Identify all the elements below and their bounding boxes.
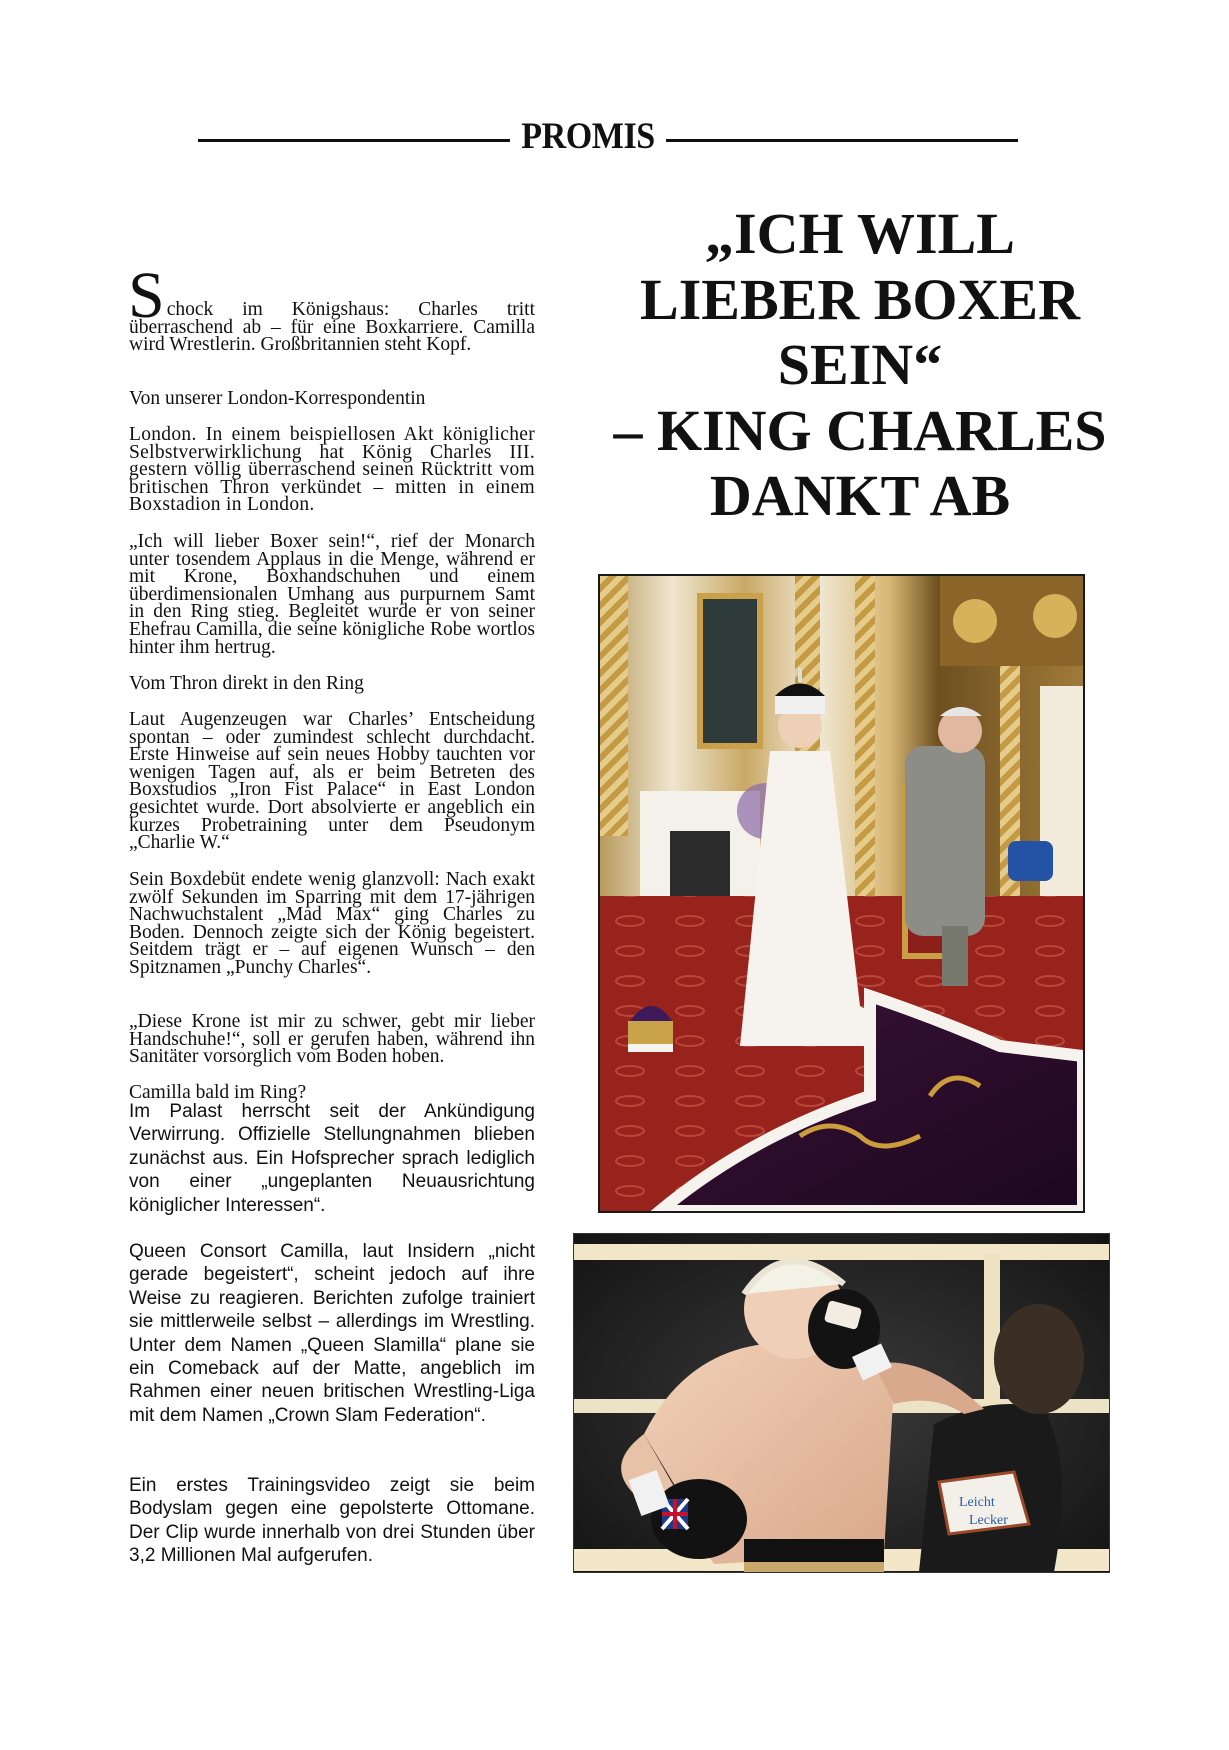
subhead-camilla: Camilla bald im Ring? xyxy=(129,1082,307,1103)
lead-text: chock im Königshaus: Charles tritt überraschend ab – für eine Boxkarriere. Camilla wird Wrestlerin. Großbritannien steht Kopf. xyxy=(129,299,535,356)
paragraph-8: Ein erstes Trainingsvideo zeigt sie beim Bodyslam gegen eine gepolsterte Ottomane. Der Clip wurde innerhalb von drei Stunden über 3,2 Millionen Mal aufgerufen. xyxy=(129,1475,535,1567)
headline-line: „ICH WILL xyxy=(705,201,1015,266)
paragraph-7: Queen Consort Camilla, laut Insidern „nicht gerade begeistert“, scheint jedoch auf ihre Weise zu reagieren. Berichten zufolge trainiert sie mittlerweile selbst – allerdings im Wrestling. Unter dem Namen „Queen Slamilla“ plane sie ein Comeback auf der Matte, angeblich im Rahmen einer neuen britischen Wrestling-Liga mit dem Namen „Crown Slam Federation“. xyxy=(129,1241,535,1426)
header-rule-left xyxy=(198,139,510,142)
headline-line: – KING CHARLES xyxy=(613,397,1107,463)
byline: Von unserer London-Korrespondentin xyxy=(129,388,426,409)
paragraph-5: „Diese Krone ist mir zu schwer, gebt mir lieber Handschuhe!“, soll er gerufen haben, während ihn Sanitäter vorsorglich vom Boden hoben. xyxy=(129,1011,535,1068)
headline-line: LIEBER BOXER xyxy=(640,266,1080,332)
photo-coronation xyxy=(598,574,1085,1213)
coronation-illustration xyxy=(600,576,1083,1211)
headline-line: DANKT AB xyxy=(709,463,1011,528)
section-title: PROMIS xyxy=(521,116,655,157)
article-lead xyxy=(128,259,535,356)
subhead-vom-thron: Vom Thron direkt in den Ring xyxy=(129,673,364,694)
paragraph-4: Sein Boxdebüt endete wenig glanzvoll: Nach exakt zwölf Sekunden im Sparring mit dem 17-jährigen Nachwuchstalent „Mad Max“ ging Charles zu Boden. Dennoch zeigte sich der König begeistert. Seitdem trägt er – auf eigenen Wunsch – den Spitznamen „Punchy Charles“. xyxy=(129,869,535,978)
shirt-patch-text: Leicht xyxy=(959,1495,995,1510)
section-header xyxy=(198,115,1018,159)
paragraph-6: Im Palast herrscht seit der Ankündigung Verwirrung. Offizielle Stellungnahmen blieben zunächst aus. Ein Hofsprecher sprach lediglich von einer „ungeplanten Neuausrichtung königlicher Interessen“. xyxy=(129,1101,535,1216)
headline xyxy=(600,201,1120,529)
drop-cap: S xyxy=(128,259,165,332)
headline-line: SEIN“ xyxy=(777,332,943,397)
paragraph-2: „Ich will lieber Boxer sein!“, rief der Monarch unter tosendem Applaus in die Menge, während er mit Krone, Boxhandschuhen und einem überdimensionalen Umhang aus purpurnem Samt in den Ring stieg. Begleitet wurde er von seiner Ehefrau Camilla, die seine königliche Robe wortlos hinter ihm hertrug. xyxy=(129,531,535,658)
photo-boxing xyxy=(573,1233,1110,1573)
paragraph-1: London. In einem beispiellosen Akt königlicher Selbstverwirklichung hat König Charles III. gestern völlig überraschend seinen Rücktritt vom britischen Thron verkündet – mitten in einem Boxstadion in London. xyxy=(129,424,535,516)
header-rule-right xyxy=(666,139,1018,142)
boxing-illustration xyxy=(574,1234,1109,1572)
svg-text:Lecker: Lecker xyxy=(969,1513,1008,1528)
paragraph-3: Laut Augenzeugen war Charles’ Entscheidung spontan – oder zumindest schlecht durchdacht. Erste Hinweise auf sein neues Hobby tauchten vor wenigen Tagen auf, als er beim Betreten des Boxstudios „Iron Fist Palace“ in East London gesichtet wurde. Dort absolvierte er angeblich ein kurzes Probetraining unter dem Pseudonym „Charlie W.“ xyxy=(129,709,535,854)
